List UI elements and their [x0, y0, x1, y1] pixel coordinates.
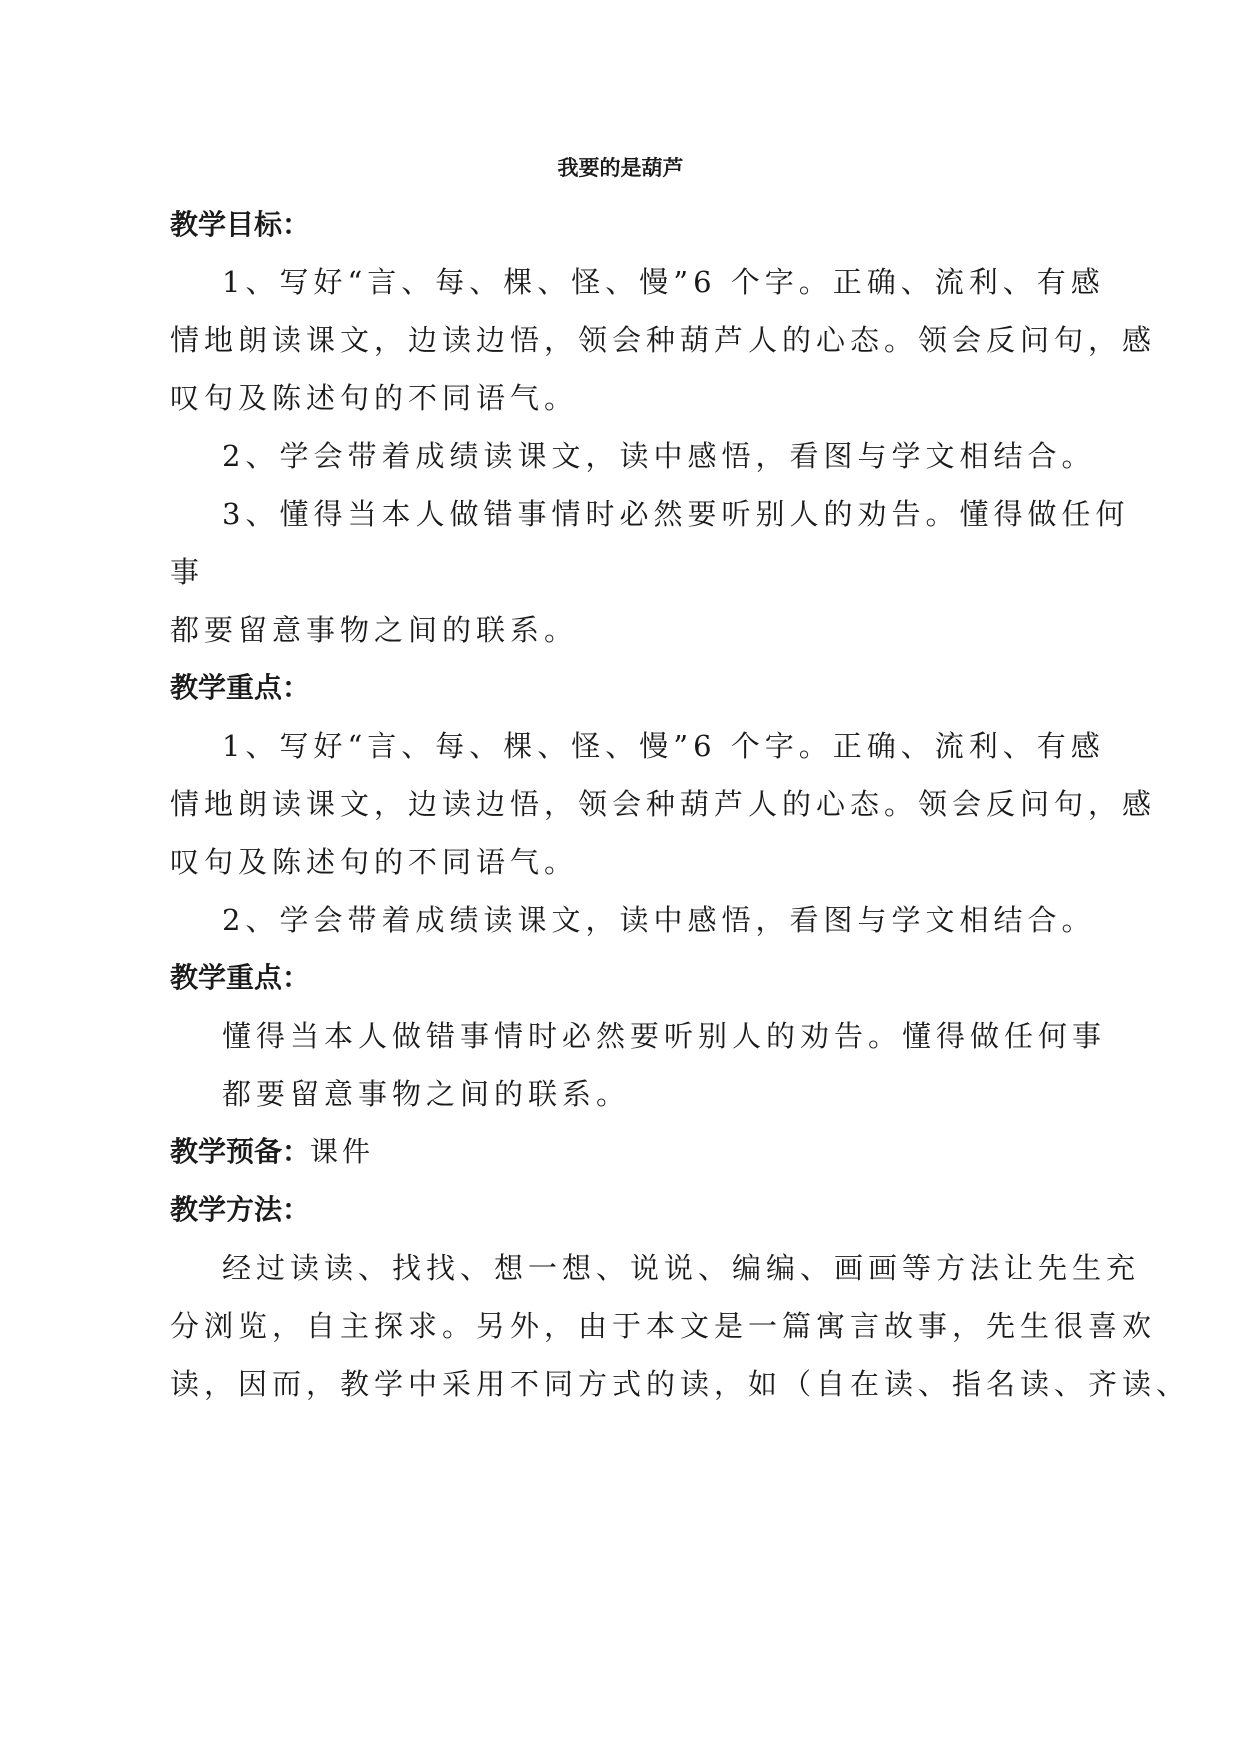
key-points-line-3: 叹句及陈述句的不同语气。: [170, 845, 579, 879]
objectives-line-2: 情地朗读课文，边读边悟，领会种葫芦人的心态。领会反问句，感: [170, 323, 1157, 357]
key-points-2-heading: 教学重点：: [170, 961, 311, 994]
preparation-heading: 教学预备：: [170, 1135, 311, 1168]
document-title: 我要的是葫芦: [557, 156, 684, 180]
preparation-row: [170, 1132, 374, 1172]
key-points-line-1: 1、写好“言、每、棵、怪、慢”6 个字。正确、流利、有感: [222, 729, 1105, 763]
methods-line-1: 经过读读、找找、想一想、说说、编编、画画等方法让先生充: [222, 1251, 1141, 1285]
key-points-line-4: 2、学会带着成绩读课文，读中感悟，看图与学文相结合。: [222, 903, 1096, 937]
key-points-heading: 教学重点：: [170, 671, 311, 704]
objectives-heading: 教学目标：: [170, 208, 311, 241]
methods-heading: 教学方法：: [170, 1193, 311, 1226]
key-points-line-2: 情地朗读课文，边读边悟，领会种葫芦人的心态。领会反问句，感: [170, 787, 1157, 821]
key-points-2-line-1: 懂得当本人做错事情时必然要听别人的劝告。懂得做任何事: [222, 1019, 1107, 1053]
objectives-line-1: 1、写好“言、每、棵、怪、慢”6 个字。正确、流利、有感: [222, 265, 1105, 299]
objectives-line-3: 叹句及陈述句的不同语气。: [170, 381, 579, 415]
key-points-2-line-2: 都要留意事物之间的联系。: [222, 1077, 631, 1111]
objectives-line-5: 3、懂得当本人做错事情时必然要听别人的劝告。懂得做任何: [222, 497, 1130, 531]
preparation-value: 课件: [310, 1135, 375, 1168]
objectives-line-4: 2、学会带着成绩读课文，读中感悟，看图与学文相结合。: [222, 439, 1096, 473]
objectives-line-7: 都要留意事物之间的联系。: [170, 613, 579, 647]
objectives-line-6: 事: [170, 555, 205, 589]
methods-line-3: 读，因而，教学中采用不同方式的读，如（自在读、指名读、齐读、: [170, 1367, 1191, 1401]
methods-line-2: 分浏览，自主探求。另外，由于本文是一篇寓言故事，先生很喜欢: [170, 1309, 1157, 1343]
